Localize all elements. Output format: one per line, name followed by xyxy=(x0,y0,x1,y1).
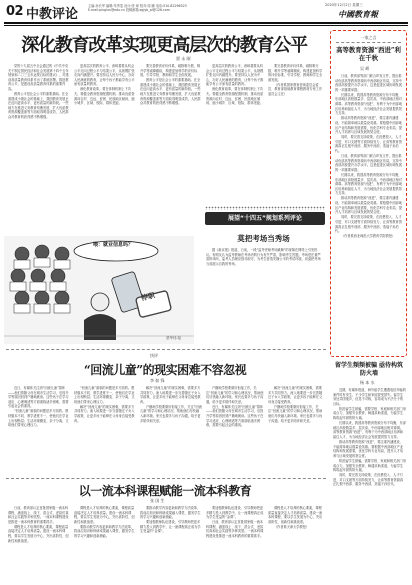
paragraph: （作者系天津大学教授） xyxy=(274,524,310,529)
second-opinion-byline: 杨 本 水 xyxy=(360,380,375,385)
lead-column-3 xyxy=(140,64,202,204)
paragraph: 更高层次的教育公平，意味着要从机会公平走向过程公平与结果公平，从规模扩张走向内涵提升。要坚持以人民为中心，办好人民满意的教育，让每个孩子都能享有公平而有质量的教育。 xyxy=(206,64,264,87)
issue-date: 2020年12月2日 星期三 xyxy=(325,3,363,7)
paragraph: 教育公平是社会公平的重要基础。在全面建成小康社会的基础上，我国教育发展正在迈向更高水平、更有质量的新阶段。一些地方在推进义务教育均衡发展、扩大优质教育资源覆盖面等方面取得明显成效，人民群众对教育的获得感不断增强。 xyxy=(8,92,69,120)
paragraph: 据《新京报》报道，日前，一段“监考老师考场跳舞”的视频在网络上引发热议。有网友认为监考教师在考场内的行为有失严肃，影响考生答题。考场是庄重严肃的场所，监考人员理应恪尽职守，为考生营造安静公平的考试环境，切莫把考场当成展示自我的秀场。 xyxy=(206,248,321,266)
kicker-rule xyxy=(336,42,401,43)
bottom-headline: 以一流本科课程赋能一流本科教育 xyxy=(78,484,252,498)
paragraph: 户籍地学校要做好衔接工作，关注“回流儿童”的学习和心理状况，帮助他们尽快融入新环境。家长也要多与孩子沟通，给予更多陪伴和关爱。 xyxy=(140,404,202,423)
paragraph: 近日，有媒体关注到“回流儿童”群体——他们曾随父母在城市生活学习，后因升学等原因回到户籍地就读。这些孩子在学习适应、心理调适等方面面临诸多困难，需要引起社会的重视。 xyxy=(8,386,69,409)
lead-byline: 贾 永 刚 xyxy=(176,56,191,61)
second-opinion-body xyxy=(333,388,406,582)
paragraph: 防范留学生被骗，需要学校、家庭和相关部门形成合力，加强安全教育，畅通求助渠道，为留学生构筑起牢固的防火墙。 xyxy=(333,406,406,421)
paragraph: 长期以来，我国高等教育资源分布不均衡，东部地区高校数量多、层次高，中西部地区相对薄弱。高等教育资源“西进”，有利于为中西部地区培养和留住人才，为当地经济社会发展提供智力支持。 xyxy=(333,421,406,439)
cartoon-illustration xyxy=(4,236,194,344)
paragraph: 同时，要完善支持政策，在经费投入、人才引进、对口支援等方面持续发力，让高等教育资源真正扎根中西部、服务中西部，造福子孙后代。 xyxy=(333,473,404,487)
editorial-cartoon xyxy=(4,236,194,344)
cartoon-caption: 蔡华伟 绘 xyxy=(166,336,182,340)
middle-kicker: 快评 xyxy=(150,353,158,358)
paragraph: 教育公平是社会公平的重要基础。在全面建成小康社会的基础上，我国教育发展正在迈向更高水平、更有质量的新阶段。一些地方在推进义务教育均衡发展、扩大优质教育资源覆盖面等方面取得明显成效，人民群众对教育的获得感不断增强。 xyxy=(140,78,201,106)
paragraph: 要加强教师队伍建设，引导教师把更多精力投入到教学中，让一流课程真正成为学生受益的“金课”。 xyxy=(140,520,201,534)
paragraph: 户籍地学校要做好衔接工作，关注“回流儿童”的学习和心理状况，帮助他们尽快融入新环境。家长也要多与孩子沟通，给予更多陪伴和关爱。 xyxy=(206,386,264,404)
middle-column-2 xyxy=(74,386,136,474)
middle-column-4 xyxy=(206,386,264,474)
paragraph: 深化教育改革，要在体制机制上下功夫。要健全教育资源配置机制，推动优质资源向农村、边远、贫困、民族地区倾斜，缩小城乡、区域、校际、群体差距。 xyxy=(206,87,264,106)
paragraph: 日前，教育部认定首批国家级一流本科课程，涵盖线上、线下、混合式、虚拟仿真和社会实践等多种类型。一流本科课程建设是推进一流本科教育的重要抓手。 xyxy=(206,520,264,539)
opinion-headline: 高等教育资源“西进”利在千秋 xyxy=(336,46,401,62)
paragraph: 日前，教育部认定首批国家级一流本科课程，涵盖线上、线下、混合式、虚拟仿真和社会实践等多种类型。一流本科课程建设是推进一流本科教育的重要抓手。 xyxy=(8,506,69,524)
cartoon-stamp: 停职 xyxy=(140,291,156,303)
paragraph: 推动高等教育资源“西进”，要注重内涵建设，不能简单地以数量论英雄。要根据中西部地区产业结构和发展需要，优化学科专业布局，提升人才培养与区域发展的契合度。 xyxy=(333,440,404,458)
paragraph: 党的十九届五中全会通过的《中共中央关于制定国民经济和社会发展第十四个五年规划和二〇三五年远景目标的建议》，对建设高质量教育体系作出了系统部署。推进教育公平，是建设高质量教育体系的重要内容。 xyxy=(8,64,69,91)
header-rule xyxy=(4,22,408,24)
paragraph: 防范留学生被骗，需要学校、家庭和相关部门形成合力，加强安全教育，畅通求助渠道，为留学生构筑起牢固的防火墙。 xyxy=(333,458,406,473)
paragraph: 同时，要完善支持政策，在经费投入、人才引进、对口支援等方面持续发力，让高等教育资源真正扎根中西部、服务中西部，造福子孙后代。 xyxy=(335,215,402,234)
masthead-info-line: E-mail:pinglun@edu.cn 投稿邮箱:zgjyb_pl@126.com xyxy=(88,8,170,13)
paragraph: 日前，教育部等部门联合印发文件，提出推动优质高等教育资源向中西部地区布局，支持中西部高校提升办学水平。这是促进区域协调发展的一项重要举措。 xyxy=(335,154,402,172)
paragraph: 课程是人才培养的核心要素，课程质量直接决定人才培养质量。建设一流本科课程，要以学生发展为中心，突出高阶性、创新性和挑战度。 xyxy=(268,506,323,524)
paragraph: 解决“回流儿童”的现实困难，需要多方共同努力。流入地要进一步完善随迁子女入学政策，让更多孩子能够在父母身边接受教育。 xyxy=(140,386,201,404)
lead-column-2 xyxy=(74,64,136,204)
paragraph: 推动高等教育资源“西进”，要注重内涵建设，不能简单地以数量论英雄。要根据中西部地区产业结构和发展需要，优化学科专业布局，提升人才培养与区域发展的契合度。 xyxy=(335,116,402,135)
page-number: 02 xyxy=(6,4,24,19)
bottom-column-3 xyxy=(140,506,202,582)
paragraph: 课程是人才培养的核心要素，课程质量直接决定人才培养质量。建设一流本科课程，要以学生发展为中心，突出高阶性、创新性和挑战度。 xyxy=(8,524,69,543)
bottom-column-2 xyxy=(74,506,136,582)
paragraph: 近期，有媒体报道，海外留学生遭遇电信诈骗的案件时有发生，不少学生和家庭蒙受损失。留学生身处异国他乡，信息不对称，容易成为不法分子的目标。 xyxy=(333,388,406,406)
bottom-column-1 xyxy=(8,506,70,582)
paragraph: 近日，有媒体关注到“回流儿童”群体——他们曾随父母在城市生活学习，后因升学等原因回到户籍地就读。这些孩子在学习适应、心理调适等方面面临诸多困难，需要引起社会的重视。 xyxy=(206,404,264,428)
paragraph: 要完善教育评价体系，破除唯分数、唯升学等顽瘴痼疾，构建更加科学的评价标准，引导学校、教师和学生全面发展。 xyxy=(140,64,201,78)
paragraph: 深化教育改革，要在体制机制上下功夫。要健全教育资源配置机制，推动优质资源向农村、边远、贫困、民族地区倾斜，缩小城乡、区域、校际、群体差距。 xyxy=(74,87,135,106)
masthead-info-line: 主编:孙长军 编辑:朱秀雯 设计:张 琛 校对:周 鹏 电话:010-82296523 xyxy=(88,4,187,8)
bottom-column-5 xyxy=(268,506,324,582)
middle-column-3 xyxy=(140,386,202,474)
masthead-info xyxy=(88,4,218,12)
newspaper-logo: 中國教育報 xyxy=(338,9,378,19)
middle-headline: “回流儿童”的现实困难不容忽视 xyxy=(83,363,247,377)
paragraph: “回流儿童”面临的问题是多方面的。教材版本不同、教学进度不一，使他们在学业上出现断层；生活环境骤变、亲子分离，又给他们带来心理压力。 xyxy=(8,409,69,428)
opinion-kicker: 一家之言 xyxy=(360,35,377,40)
lead-headline: 深化教育改革实现更高层次的教育公平 xyxy=(21,35,307,56)
paragraph: 日前，教育部等部门联合印发文件，提出推动优质高等教育资源向中西部地区布局，支持中西部高校提升办学水平。这是促进区域协调发展的一项重要举措。 xyxy=(335,74,402,92)
lead-column-1 xyxy=(8,64,70,204)
paragraph: 长期以来，我国高等教育资源分布不均衡，东部地区高校数量多、层次高，中西部地区相对薄弱。高等教育资源“西进”，有利于为中西部地区培养和留住人才，为当地经济社会发展提供智力支持。 xyxy=(335,92,403,116)
opinion-byline: 吴 峤 xyxy=(360,66,370,71)
paragraph: 更高层次的教育公平，意味着要从机会公平走向过程公平与结果公平，从规模扩张走向内涵提升。要坚持以人民为中心，办好人民满意的教育，让每个孩子都能享有公平而有质量的教育。 xyxy=(74,64,135,87)
paragraph: （作者系国家教育咨询委员会委员、教育部基础教育课程教材专家工作委员会主任） xyxy=(268,82,323,97)
paragraph: 长期以来，我国高等教育资源分布不均衡，东部地区高校数量多、层次高，中西部地区相对薄弱。高等教育资源“西进”，有利于为中西部地区培养和留住人才，为当地经济社会发展提供智力支持。 xyxy=(335,172,403,196)
header-rule-thin xyxy=(4,25,408,26)
paragraph: 同时，要完善支持政策，在经费投入、人才引进、对口支援等方面持续发力，让高等教育资源真正扎根中西部、服务中西部，造福子孙后代。 xyxy=(335,135,402,153)
section-divider xyxy=(6,478,326,479)
paragraph: 解决“回流儿童”的现实困难，需要多方共同努力。流入地要进一步完善随迁子女入学政策，让更多孩子能够在父母身边接受教育。 xyxy=(74,404,135,423)
paragraph: 要完善教育评价体系，破除唯分数、唯升学等顽瘴痼疾，构建更加科学的评价标准，引导学校、教师和学生全面发展。 xyxy=(268,64,323,82)
section-divider xyxy=(6,349,326,350)
paragraph: 要推动教学内容更新和教学方法改革，将前沿知识和科研成果融入课堂，激发学生的学习兴趣和创新潜能。 xyxy=(74,524,135,539)
series-banner: 展望“十四五”规划系列评论 xyxy=(205,212,325,225)
cartoon-title: 莫把考场当秀场 xyxy=(237,234,290,243)
cartoon-speech: 喂：就业信息吗？ xyxy=(92,242,133,248)
lead-column-5 xyxy=(268,64,324,204)
paragraph: 课程是人才培养的核心要素，课程质量直接决定人才培养质量。建设一流本科课程，要以学生发展为中心，突出高阶性、创新性和挑战度。 xyxy=(74,506,135,524)
banner-dots xyxy=(205,206,325,210)
bottom-column-4 xyxy=(206,506,264,582)
paragraph: 解决“回流儿童”的现实困难，需要多方共同努力。流入地要进一步完善随迁子女入学政策，让更多孩子能够在父母身边接受教育。 xyxy=(268,386,323,404)
paragraph: 户籍地学校要做好衔接工作，关注“回流儿童”的学习和心理状况，帮助他们尽快融入新环境。家长也要多与孩子沟通，给予更多陪伴和关爱。 xyxy=(268,404,323,423)
middle-column-5 xyxy=(268,386,324,474)
paragraph: “回流儿童”面临的问题是多方面的。教材版本不同、教学进度不一，使他们在学业上出现断层；生活环境骤变、亲子分离，又给他们带来心理压力。 xyxy=(74,386,135,404)
opinion-body xyxy=(335,74,403,352)
paragraph: 要推动教学内容更新和教学方法改革，将前沿知识和科研成果融入课堂，激发学生的学习兴趣和创新潜能。 xyxy=(140,506,201,520)
lead-column-4 xyxy=(206,64,264,204)
middle-byline: 李 如 锋 xyxy=(150,378,165,383)
middle-column-1 xyxy=(8,386,70,474)
cartoon-text xyxy=(206,248,321,344)
paragraph: 推动高等教育资源“西进”，要注重内涵建设，不能简单地以数量论英雄。要根据中西部地区产业结构和发展需要，优化学科专业布局，提升人才培养与区域发展的契合度。 xyxy=(335,196,402,215)
paragraph: （作者系西北师范大学教育学院教授） xyxy=(341,234,396,239)
second-opinion-headline: 留学生频频被骗 亟待构筑防火墙 xyxy=(334,362,404,377)
section-name: 中教评论 xyxy=(26,7,79,22)
bottom-byline: 张 国 生 xyxy=(150,498,165,503)
paragraph: 要加强教师队伍建设，引导教师把更多精力投入到教学中，让一流课程真正成为学生受益的“金课”。 xyxy=(206,506,264,520)
